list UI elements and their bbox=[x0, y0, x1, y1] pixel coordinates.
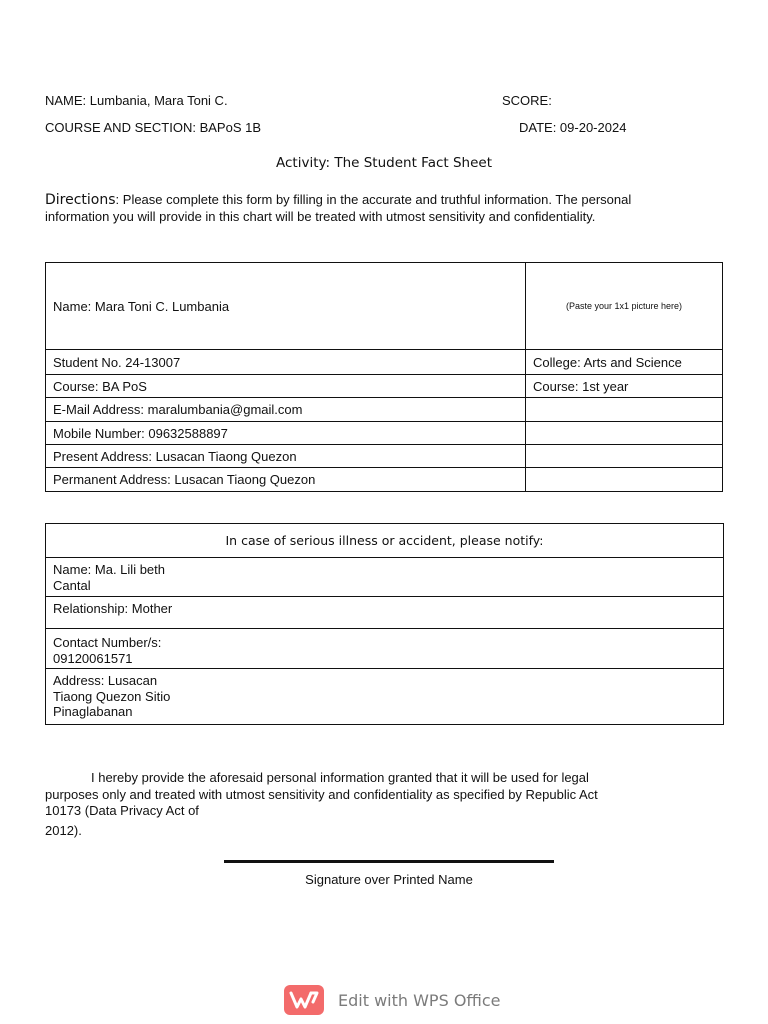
wps-watermark[interactable] bbox=[284, 984, 501, 1016]
table-row bbox=[46, 350, 723, 375]
college-cell: College: Arts and Science bbox=[526, 350, 723, 375]
address-line-1: Address: Lusacan bbox=[53, 673, 158, 688]
contact-value: 09120061571 bbox=[53, 651, 133, 666]
empty-cell bbox=[526, 468, 723, 492]
signature-line bbox=[224, 860, 554, 863]
table-row bbox=[46, 669, 724, 725]
course-section-header: COURSE AND SECTION: BAPoS 1B bbox=[45, 120, 262, 135]
emergency-contact-table bbox=[45, 523, 724, 725]
consent-paragraph bbox=[45, 770, 705, 839]
table-row bbox=[46, 468, 723, 492]
fact-name-cell: Name: Mara Toni C. Lumbania bbox=[46, 263, 526, 350]
photo-placeholder: (Paste your 1x1 picture here) bbox=[526, 263, 723, 350]
emergency-address-cell bbox=[46, 669, 724, 725]
signature-label: Signature over Printed Name bbox=[305, 872, 473, 887]
permanent-address-cell: Permanent Address: Lusacan Tiaong Quezon bbox=[46, 468, 526, 492]
directions-text: : Please complete this form by filling in the accurate and truthful information. The personal information you will provide in this chart will be treated with utmost sensitivity and confidentiality. bbox=[45, 192, 632, 224]
consent-line-4: 2012). bbox=[45, 822, 82, 838]
table-row bbox=[46, 398, 723, 422]
course-cell: Course: BA PoS bbox=[46, 375, 526, 398]
address-line-2: Tiaong Quezon Sitio bbox=[53, 689, 171, 704]
empty-cell bbox=[526, 398, 723, 422]
directions-paragraph bbox=[45, 192, 685, 225]
empty-cell bbox=[526, 422, 723, 445]
emergency-name-line-2: Cantal bbox=[53, 578, 91, 593]
student-fact-table bbox=[45, 262, 723, 492]
table-row bbox=[46, 375, 723, 398]
mobile-cell: Mobile Number: 09632588897 bbox=[46, 422, 526, 445]
wps-edit-text: Edit with WPS Office bbox=[338, 990, 501, 1010]
emergency-heading: In case of serious illness or accident, please notify: bbox=[46, 524, 724, 558]
year-cell: Course: 1st year bbox=[526, 375, 723, 398]
consent-line-2: purposes only and treated with utmost sensitivity and confidentiality as specified by Republic Act bbox=[45, 786, 598, 802]
table-row bbox=[46, 597, 724, 629]
table-row bbox=[46, 524, 724, 558]
relationship-cell: Relationship: Mother bbox=[46, 597, 724, 629]
date-label: DATE: 09-20-2024 bbox=[519, 120, 627, 135]
table-row bbox=[46, 445, 723, 468]
emergency-name-cell bbox=[46, 558, 724, 597]
consent-line-3: 10173 (Data Privacy Act of bbox=[45, 803, 199, 818]
present-address-cell: Present Address: Lusacan Tiaong Quezon bbox=[46, 445, 526, 468]
empty-cell bbox=[526, 445, 723, 468]
wps-w-logo-icon bbox=[284, 985, 324, 1015]
student-name-header: NAME: Lumbania, Mara Toni C. bbox=[45, 93, 228, 108]
table-row bbox=[46, 629, 724, 669]
table-row bbox=[46, 263, 723, 350]
consent-line-1: I hereby provide the aforesaid personal information granted that it will be used for legal bbox=[91, 770, 589, 785]
contact-number-cell bbox=[46, 629, 724, 669]
directions-lead: Directions bbox=[45, 192, 116, 208]
student-number-cell: Student No. 24-13007 bbox=[46, 350, 526, 375]
contact-label: Contact Number/s: bbox=[53, 635, 162, 650]
email-cell: E-Mail Address: maralumbania@gmail.com bbox=[46, 398, 526, 422]
address-line-3: Pinaglabanan bbox=[53, 704, 133, 719]
document-title: Activity: The Student Fact Sheet bbox=[275, 155, 492, 171]
score-label: SCORE: bbox=[502, 93, 552, 108]
emergency-name-line-1: Name: Ma. Lili beth bbox=[53, 562, 165, 577]
table-row bbox=[46, 558, 724, 597]
table-row bbox=[46, 422, 723, 445]
